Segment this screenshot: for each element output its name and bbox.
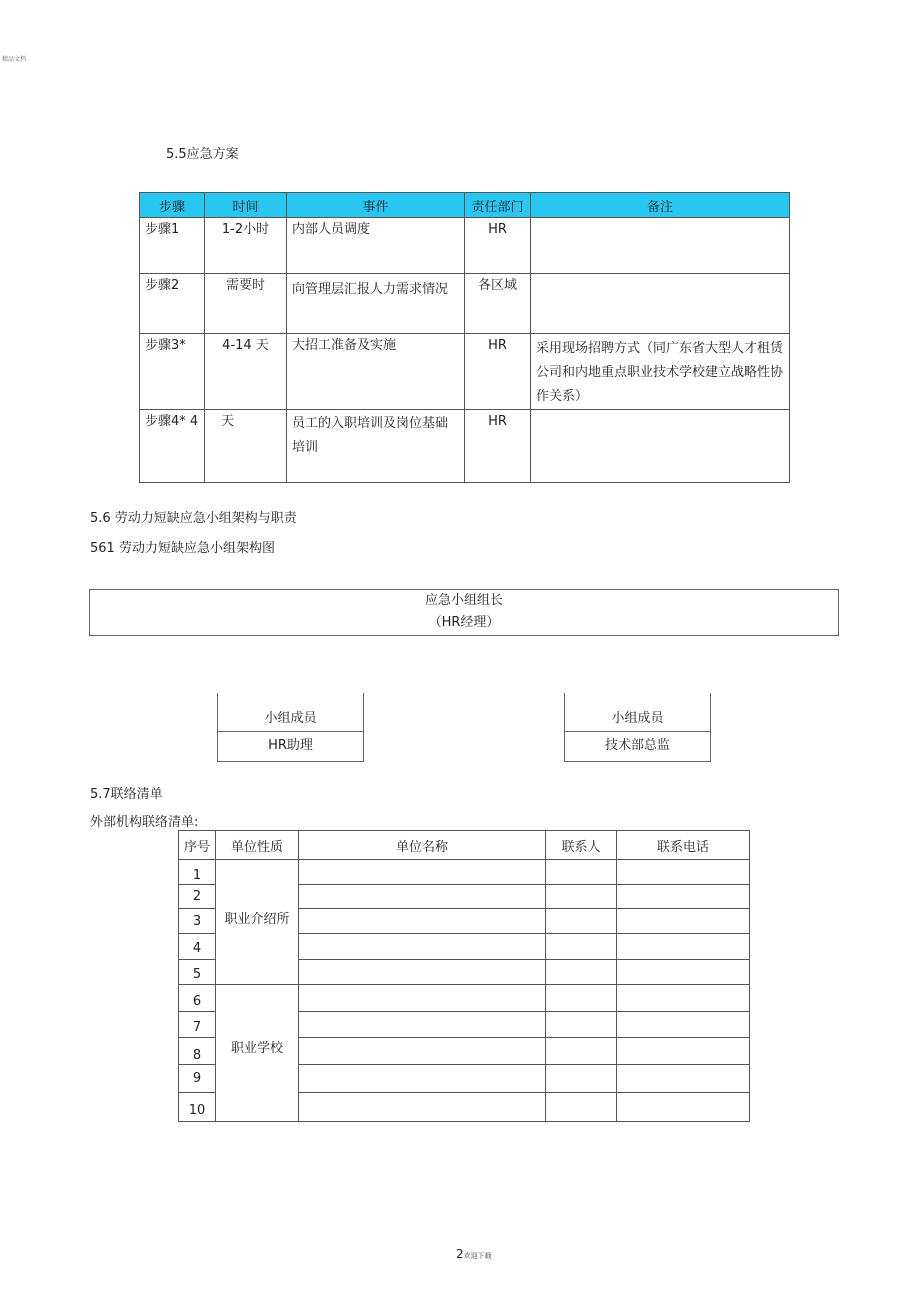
phone-cell — [617, 860, 750, 885]
header-name: 单位名称 — [299, 831, 546, 860]
org-member-box — [564, 693, 711, 762]
event-cell: 内部人员调度 — [287, 218, 465, 274]
seq-cell: 9 — [179, 1065, 216, 1093]
contact-cell — [546, 985, 617, 1012]
note-cell — [531, 410, 790, 483]
seq-cell: 8 — [179, 1038, 216, 1065]
name-cell — [299, 1012, 546, 1038]
header-time: 时间 — [205, 193, 287, 218]
phone-cell — [617, 885, 750, 909]
step-cell: 步骤4* 4 — [140, 410, 205, 483]
name-cell — [299, 860, 546, 885]
type-label: 职业学校 — [230, 1040, 283, 1056]
step-cell: 步骤1 — [140, 218, 205, 274]
table-header-row — [179, 831, 750, 860]
contact-table — [178, 830, 750, 1122]
contact-cell — [546, 1038, 617, 1065]
time-cell: 1-2小时 — [205, 218, 287, 274]
table-row — [179, 860, 750, 885]
contact-cell — [546, 1065, 617, 1093]
contact-cell — [546, 960, 617, 985]
phone-cell — [617, 909, 750, 934]
table-row — [140, 218, 790, 274]
header-event: 事件 — [287, 193, 465, 218]
section-5-5-title: 5.5应急方案 — [166, 147, 239, 162]
event-cell: 向管理层汇报人力需求情况 — [287, 274, 465, 334]
name-cell — [299, 960, 546, 985]
contact-list-caption: 外部机构联络清单: — [90, 815, 199, 830]
table-header-row — [140, 193, 790, 218]
table-row — [140, 274, 790, 334]
seq-cell: 2 — [179, 885, 216, 909]
org-leader-box — [89, 589, 839, 636]
header-dept: 责任部门 — [465, 193, 531, 218]
event-cell: 大招工准备及实施 — [287, 334, 465, 410]
dept-cell: 各区域 — [465, 274, 531, 334]
dept-cell: HR — [465, 218, 531, 274]
seq-cell: 7 — [179, 1012, 216, 1038]
name-cell — [299, 909, 546, 934]
member-role: HR助理 — [268, 738, 313, 753]
page-footer — [456, 1243, 492, 1262]
header-step: 步骤 — [140, 193, 205, 218]
section-5-6-1-title: 561 劳动力短缺应急小组架构图 — [90, 541, 275, 556]
name-cell — [299, 1093, 546, 1122]
header-note: 备注 — [531, 193, 790, 218]
contact-cell — [546, 885, 617, 909]
org-member-box — [217, 693, 364, 762]
section-5-7-title: 5.7联络清单 — [90, 787, 163, 802]
time-cell: 4-14 天 — [205, 334, 287, 410]
type-cell — [216, 860, 299, 985]
phone-cell — [617, 1012, 750, 1038]
header-contact: 联系人 — [546, 831, 617, 860]
step-cell: 步骤3* — [140, 334, 205, 410]
section-5-6-title: 5.6 劳动力短缺应急小组架构与职责 — [90, 511, 297, 526]
phone-cell — [617, 1038, 750, 1065]
time-cell: 天 — [205, 410, 287, 483]
leader-title: 应急小组组长 — [424, 593, 503, 608]
seq-cell: 4 — [179, 934, 216, 960]
table-row — [140, 334, 790, 410]
seq-cell: 1 — [179, 860, 216, 885]
footer-note: 欢迎下载 — [463, 1252, 492, 1260]
name-cell — [299, 985, 546, 1012]
table-row — [179, 985, 750, 1012]
member-role: 技术部总监 — [604, 738, 670, 753]
corner-note: 精品文档 — [2, 56, 27, 63]
note-cell — [531, 274, 790, 334]
name-cell — [299, 1065, 546, 1093]
seq-cell: 10 — [179, 1093, 216, 1122]
seq-cell: 3 — [179, 909, 216, 934]
phone-cell — [617, 1065, 750, 1093]
contact-cell — [546, 909, 617, 934]
contact-cell — [546, 1012, 617, 1038]
header-type: 单位性质 — [216, 831, 299, 860]
note-cell: 采用现场招聘方式（同广东省大型人才租赁公司和内地重点职业技术学校建立战略性协作关系） — [531, 334, 790, 410]
contact-cell — [546, 1093, 617, 1122]
header-phone: 联系电话 — [617, 831, 750, 860]
type-cell — [216, 985, 299, 1122]
type-label: 职业介绍所 — [224, 911, 290, 927]
leader-subtitle: （HR经理） — [428, 615, 500, 630]
phone-cell — [617, 985, 750, 1012]
page-number: 2 — [456, 1247, 464, 1261]
phone-cell — [617, 960, 750, 985]
contact-cell — [546, 934, 617, 960]
emergency-plan-table — [139, 192, 790, 483]
seq-cell: 6 — [179, 985, 216, 1012]
step-cell: 步骤2 — [140, 274, 205, 334]
member-title: 小组成员 — [565, 693, 710, 732]
dept-cell: HR — [465, 410, 531, 483]
note-cell — [531, 218, 790, 274]
contact-cell — [546, 860, 617, 885]
table-row — [140, 410, 790, 483]
time-cell: 需要时 — [205, 274, 287, 334]
member-title: 小组成员 — [218, 693, 363, 732]
name-cell — [299, 1038, 546, 1065]
header-seq: 序号 — [179, 831, 216, 860]
phone-cell — [617, 934, 750, 960]
event-cell: 员工的入职培训及岗位基础培训 — [287, 410, 465, 483]
name-cell — [299, 934, 546, 960]
phone-cell — [617, 1093, 750, 1122]
seq-cell: 5 — [179, 960, 216, 985]
name-cell — [299, 885, 546, 909]
dept-cell: HR — [465, 334, 531, 410]
